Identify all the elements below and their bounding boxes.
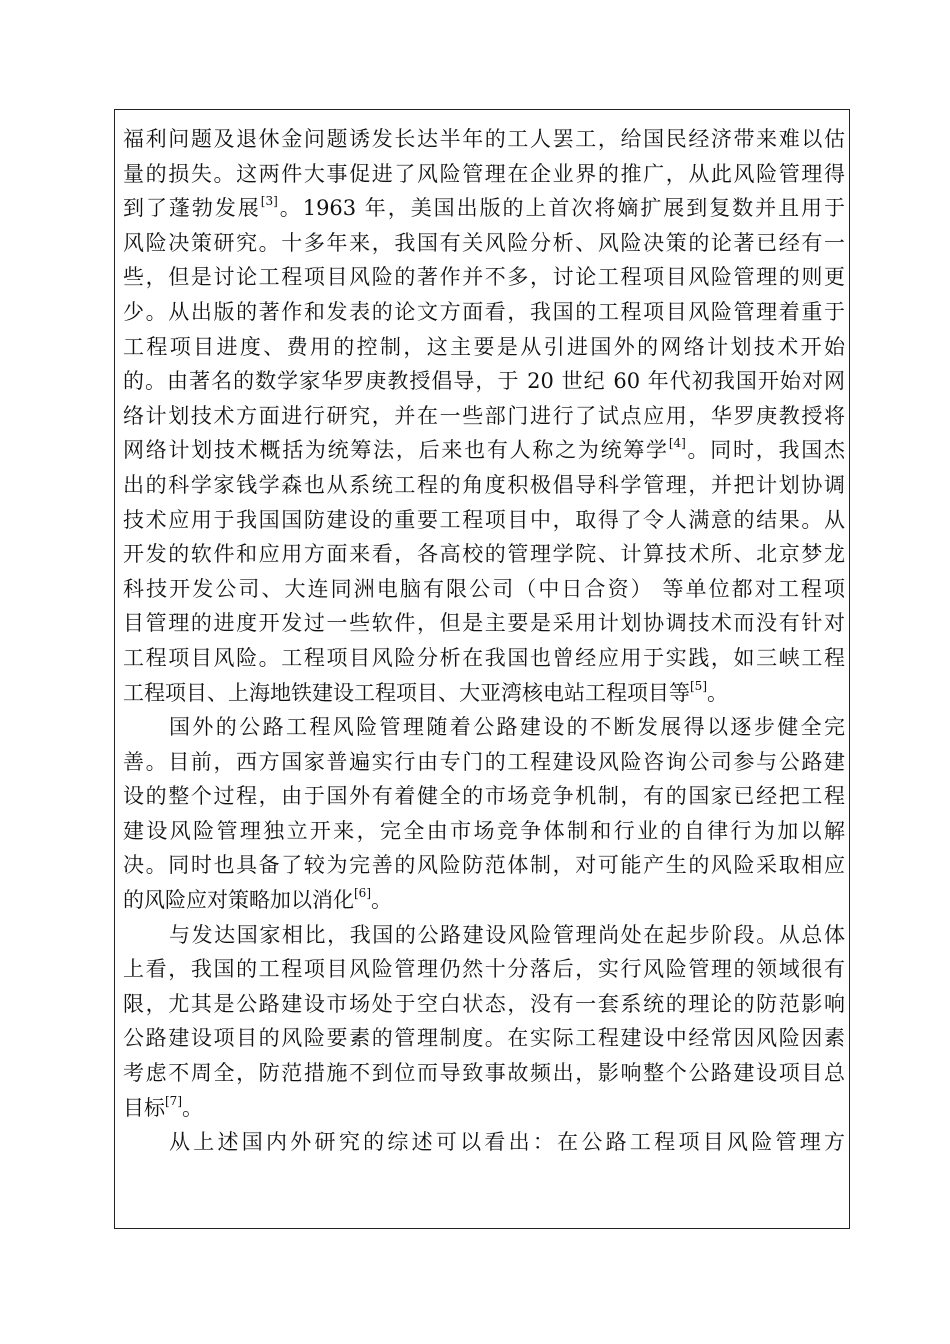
line-text: 技术应用于我国国防建设的重要工程项目中，取得了令人满意的结果。从: [123, 507, 845, 532]
line-text: 国外的公路工程风险管理随着公路建设的不断发展得以逐步健全完: [169, 715, 845, 740]
text-line: [123, 848, 845, 883]
citation-marker: [6]: [354, 886, 371, 901]
text-line: [123, 503, 845, 538]
text-line: [123, 814, 845, 849]
line-text: 的风险应对策略加以消化: [123, 888, 354, 913]
text-line: [123, 1021, 845, 1056]
line-text: 工程项目风险。工程项目风险分析在我国也曾经应用于实践，如三峡工程: [123, 645, 845, 670]
line-text: 福利问题及退休金问题诱发长达半年的工人罢工，给国民经济带来难以估: [123, 127, 845, 151]
citation-marker: [3]: [260, 194, 278, 209]
line-text: 工程项目、上海地铁建设工程项目、大亚湾核电站工程项目等: [123, 680, 690, 705]
line-text-tail: 。: [182, 1095, 203, 1120]
text-line: [123, 641, 845, 676]
text-line: [123, 433, 845, 468]
text-line: [123, 676, 845, 711]
line-text: 公路建设项目的风险要素的管理制度。在实际工程建设中经常因风险因素: [123, 1026, 845, 1051]
text-line: [123, 1091, 845, 1126]
line-text: 考虑不周全，防范措施不到位而导致事故频出，影响整个公路建设项目总: [123, 1061, 845, 1086]
line-text: 建设风险管理独立开来，完全由市场竞争体制和行业的自律行为加以解: [123, 818, 845, 843]
line-text: 工程项目进度、费用的控制，这主要是从引进国外的网络计划技术开始: [123, 334, 845, 359]
text-line: [123, 606, 845, 641]
text-line: [123, 779, 845, 814]
line-text: 到了蓬勃发展: [123, 196, 261, 221]
text-line: [123, 918, 845, 953]
text-line: [123, 226, 845, 261]
line-text: 量的损失。这两件大事促进了风险管理在企业界的推广，从此风险管理得: [123, 161, 845, 186]
text-line: [123, 260, 845, 295]
text-line: [123, 399, 845, 434]
line-text-tail: 。1963 年，美国出版的上首次将嫡扩展到复数并且用于: [277, 196, 846, 221]
line-text: 少。从出版的著作和发表的论文方面看，我国的工程项目风险管理着重于: [123, 299, 845, 324]
line-text: 决。同时也具备了较为完善的风险防范体制，对可能产生的风险采取相应: [123, 853, 845, 878]
text-line: [123, 295, 845, 330]
text-line: [123, 745, 845, 780]
text-line: [123, 468, 845, 503]
text-line: [123, 1125, 845, 1160]
text-line: [123, 883, 845, 918]
text-line: [123, 364, 845, 399]
citation-marker: [7]: [165, 1093, 182, 1108]
line-text: 善。目前，西方国家普遍实行由专门的工程建设风险咨询公司参与公路建: [123, 749, 845, 774]
text-line: [123, 987, 845, 1022]
line-text: 目管理的进度开发过一些软件，但是主要是采用计划协调技术而没有针对: [123, 611, 845, 636]
line-text: 科技开发公司、大连同洲电脑有限公司（中日合资） 等单位都对工程项: [123, 576, 845, 601]
line-text: 从上述国内外研究的综述可以看出：在公路工程项目风险管理方: [169, 1130, 845, 1155]
line-text: 目标: [123, 1095, 165, 1120]
text-line: [123, 537, 845, 572]
line-text: 些，但是讨论工程项目风险的著作并不多，讨论工程项目风险管理的则更: [123, 265, 845, 290]
line-text-tail: 。: [707, 680, 728, 705]
line-text: 上看，我国的工程项目风险管理仍然十分落后，实行风险管理的领域很有: [123, 957, 845, 982]
line-text: 限，尤其是公路建设市场处于空白状态，没有一套系统的理论的防范影响: [123, 991, 845, 1016]
text-line: [123, 1056, 845, 1091]
document-body: [123, 122, 845, 1160]
line-text: 出的科学家钱学森也从系统工程的角度积极倡导科学管理，并把计划协调: [123, 472, 845, 497]
text-line: [123, 122, 845, 157]
text-line: [123, 710, 845, 745]
line-text: 风险决策研究。十多年来，我国有关风险分析、风险决策的论著已经有一: [123, 230, 845, 255]
line-text: 开发的软件和应用方面来看，各高校的管理学院、计算技术所、北京梦龙: [123, 542, 845, 567]
line-text-tail: 。: [371, 888, 392, 913]
line-text: 络计划技术方面进行研究，并在一些部门进行了试点应用，华罗庚教授将: [123, 403, 845, 428]
citation-marker: [5]: [690, 678, 707, 693]
text-line: [123, 157, 845, 192]
text-line: [123, 952, 845, 987]
text-line: [123, 572, 845, 607]
line-text-tail: 。同时，我国杰: [685, 438, 846, 463]
line-text: 的。由著名的数学家华罗庚教授倡导，于 20 世纪 60 年代初我国开始对网: [123, 369, 845, 394]
citation-marker: [4]: [668, 436, 686, 451]
line-text: 网络计划技术概括为统筹法，后来也有人称之为统筹学: [123, 438, 669, 463]
line-text: 与发达国家相比，我国的公路建设风险管理尚处在起步阶段。从总体: [169, 922, 845, 947]
text-line: [123, 330, 845, 365]
line-text: 设的整个过程，由于国外有着健全的市场竞争机制，有的国家已经把工程: [123, 784, 845, 809]
text-line: [123, 191, 845, 226]
